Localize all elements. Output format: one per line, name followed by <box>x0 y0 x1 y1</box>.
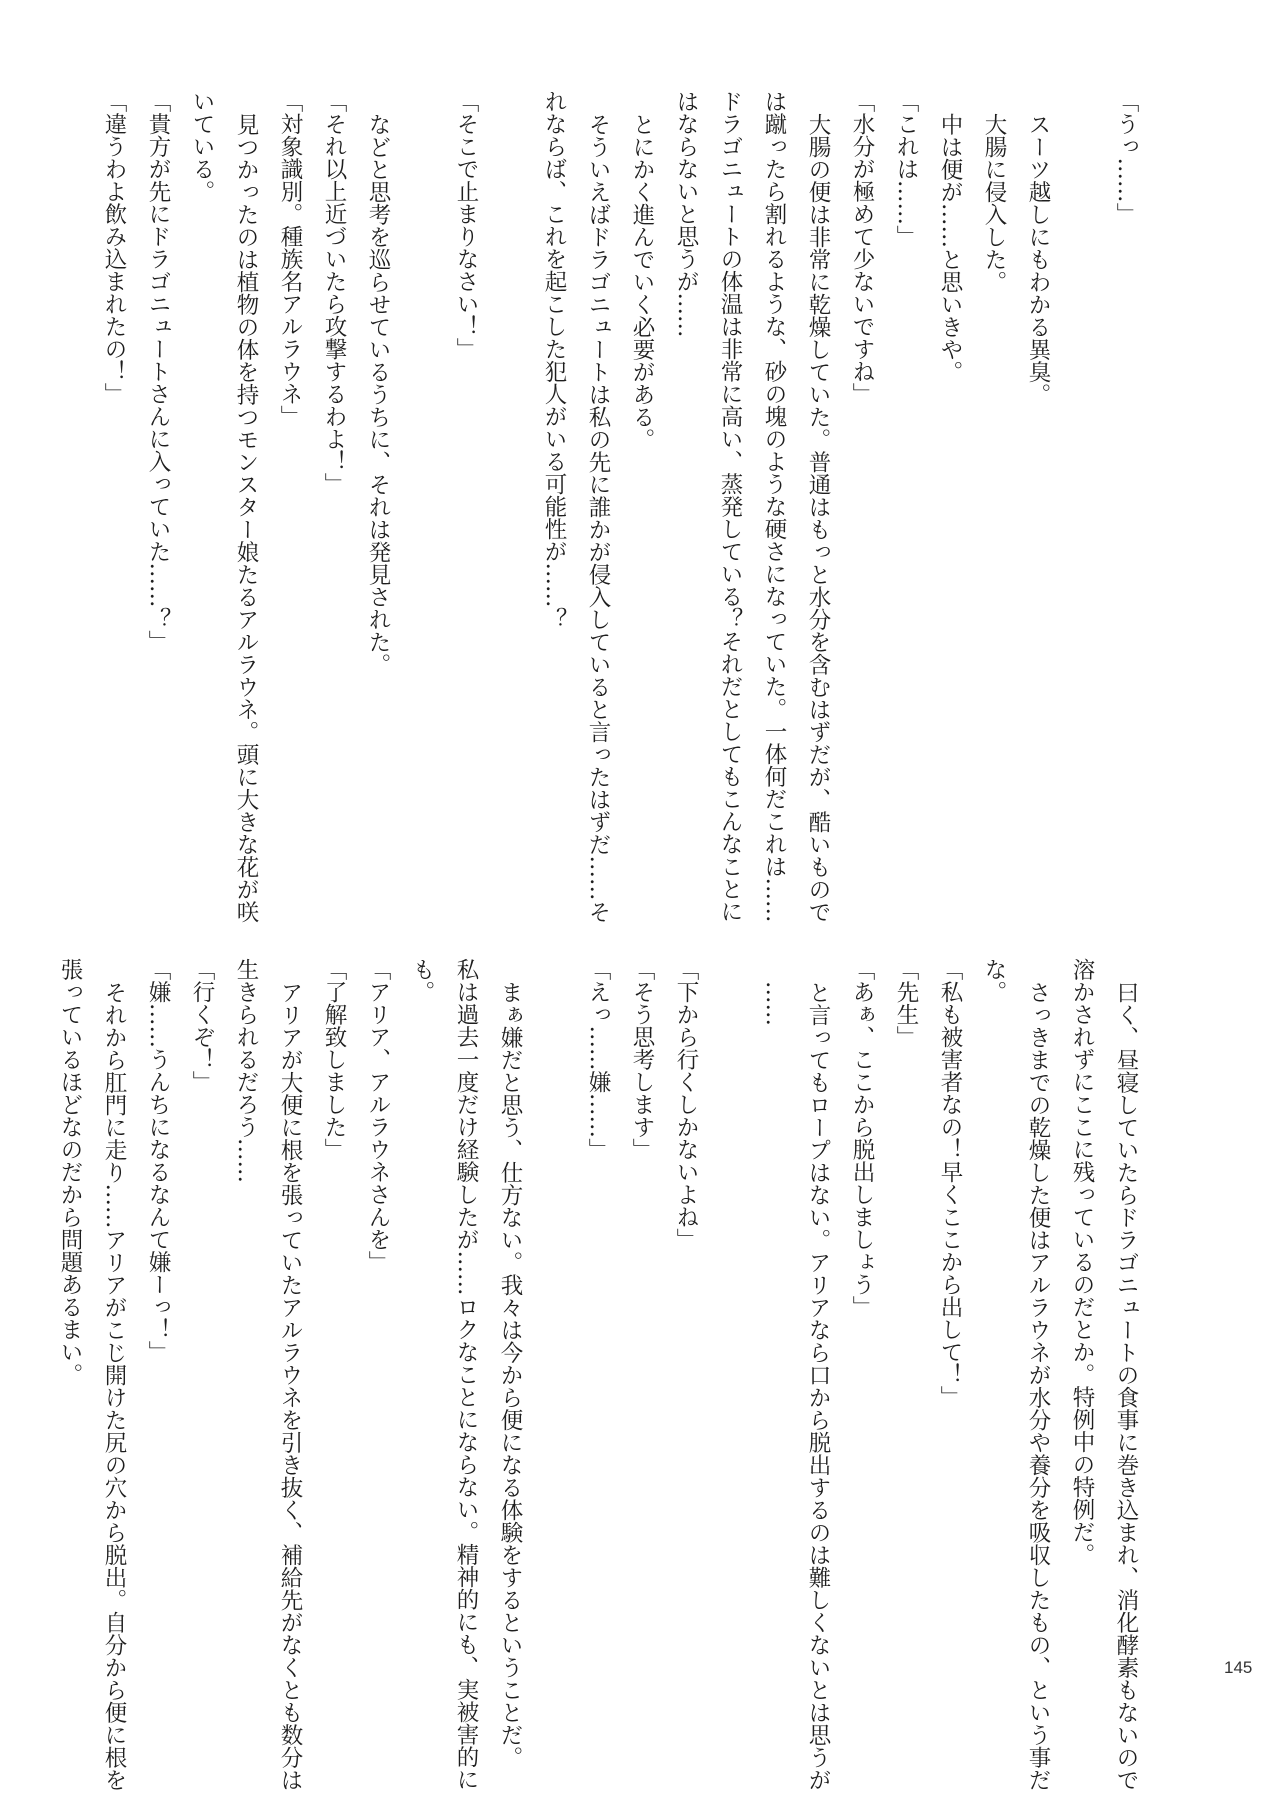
text-column: 「先生」 <box>893 958 919 1048</box>
blank-column <box>488 90 532 923</box>
text-block-top <box>92 90 1148 923</box>
text-column: …… <box>761 980 787 1026</box>
text-column: アリアが大便に根を張っていたアルラウネを引き抜く、補給先がなくとも数分は <box>277 980 303 1791</box>
text-column: 中は便が……と思いきや。 <box>937 112 963 383</box>
text-column: 「行くぞ！」 <box>189 958 215 1093</box>
text-column: そういえばドラゴニュートは私の先に誰かが侵入していると言ったはずだ……そ <box>585 112 611 923</box>
text-column: さっきまでの乾燥した便はアルラウネが水分や養分を吸収したもの、という事だ <box>1025 980 1051 1791</box>
text-column: 生きられるだろう…… <box>233 958 259 1183</box>
text-column: と言ってもロープはない。アリアなら口から脱出するのは難しくないとは思うが <box>805 980 831 1791</box>
text-column: 「下から行くしかないよね」 <box>673 958 699 1251</box>
text-column: とにかく進んでいく必要がある。 <box>629 112 655 450</box>
text-column: いている。 <box>189 90 215 203</box>
text-column: などと思考を巡らせているうちに、それは発見された。 <box>365 112 391 675</box>
text-column: 溶かされずにここに残っているのだとか。特例中の特例だ。 <box>1069 958 1095 1566</box>
page-number: 145 <box>1224 1658 1253 1677</box>
text-column: まぁ嫌だと思う、仕方ない。我々は今から便になる体験をするということだ。 <box>497 980 523 1768</box>
text-column: スーツ越しにもわかる異臭。 <box>1025 112 1051 405</box>
text-column: 「水分が極めて少ないですね」 <box>849 90 875 405</box>
text-column: はならないと思うが…… <box>673 90 699 338</box>
text-column: も。 <box>409 958 435 1003</box>
text-column: 「アリア、アルラウネさんを」 <box>365 958 391 1273</box>
text-column: 大腸の便は非常に乾燥していた。普通はもっと水分を含むはずだが、酷いもので <box>805 112 831 923</box>
text-column: は蹴ったら割れるような、砂の塊のような硬さになっていた。一体何だこれは…… <box>761 90 787 923</box>
text-column: 張っているほどなのだから問題あるまい。 <box>57 958 83 1386</box>
text-column: 「それ以上近づいたら攻撃するわよ！」 <box>321 90 347 495</box>
blank-column <box>532 958 576 1791</box>
text-column: 「えっ……嫌……」 <box>585 958 611 1161</box>
text-column: れならば、これを起こした犯人がいる可能性が……？ <box>541 90 567 630</box>
text-column: 「うっ……」 <box>1113 90 1139 225</box>
text-column: 「そう思考します」 <box>629 958 655 1161</box>
text-column: 「了解致しました」 <box>321 958 347 1161</box>
text-column: 大腸に侵入した。 <box>981 112 1007 293</box>
text-column: 「違うわよ飲み込まれたの！」 <box>101 90 127 405</box>
text-block-bottom <box>48 958 1148 1791</box>
text-column: な。 <box>981 958 1007 1003</box>
text-column: 「これは……」 <box>893 90 919 248</box>
text-column: 「私も被害者なの！早くここから出して！」 <box>937 958 963 1408</box>
text-column: 私は過去一度だけ経験したが……ロクなことにならない。精神的にも、実被害的に <box>453 958 479 1791</box>
text-column: ドラゴニュートの体温は非常に高い、蒸発している？それだとしてもこんなことに <box>717 90 743 923</box>
text-column: それから肛門に走り……アリアがこじ開けた尻の穴から脱出。自分から便に根を <box>101 980 127 1791</box>
text-column: 「そこで止まりなさい！」 <box>453 90 479 360</box>
text-column: 「あぁ、ここから脱出しましょう」 <box>849 958 875 1318</box>
text-column: 「貴方が先にドラゴニュートさんに入っていた……？」 <box>145 90 171 653</box>
text-column: 「対象識別。種族名アルラウネ」 <box>277 90 303 428</box>
text-column: 見つかったのは植物の体を持つモンスター娘たるアルラウネ。頭に大きな花が咲 <box>233 112 259 923</box>
blank-column <box>1060 90 1104 923</box>
blank-column <box>708 958 752 1791</box>
text-column: 「嫌……うんちになるなんて嫌ーっ！」 <box>145 958 171 1363</box>
text-column: 曰く、昼寝していたらドラゴニュートの食事に巻き込まれ、消化酵素もないので <box>1113 980 1139 1791</box>
blank-column <box>400 90 444 923</box>
